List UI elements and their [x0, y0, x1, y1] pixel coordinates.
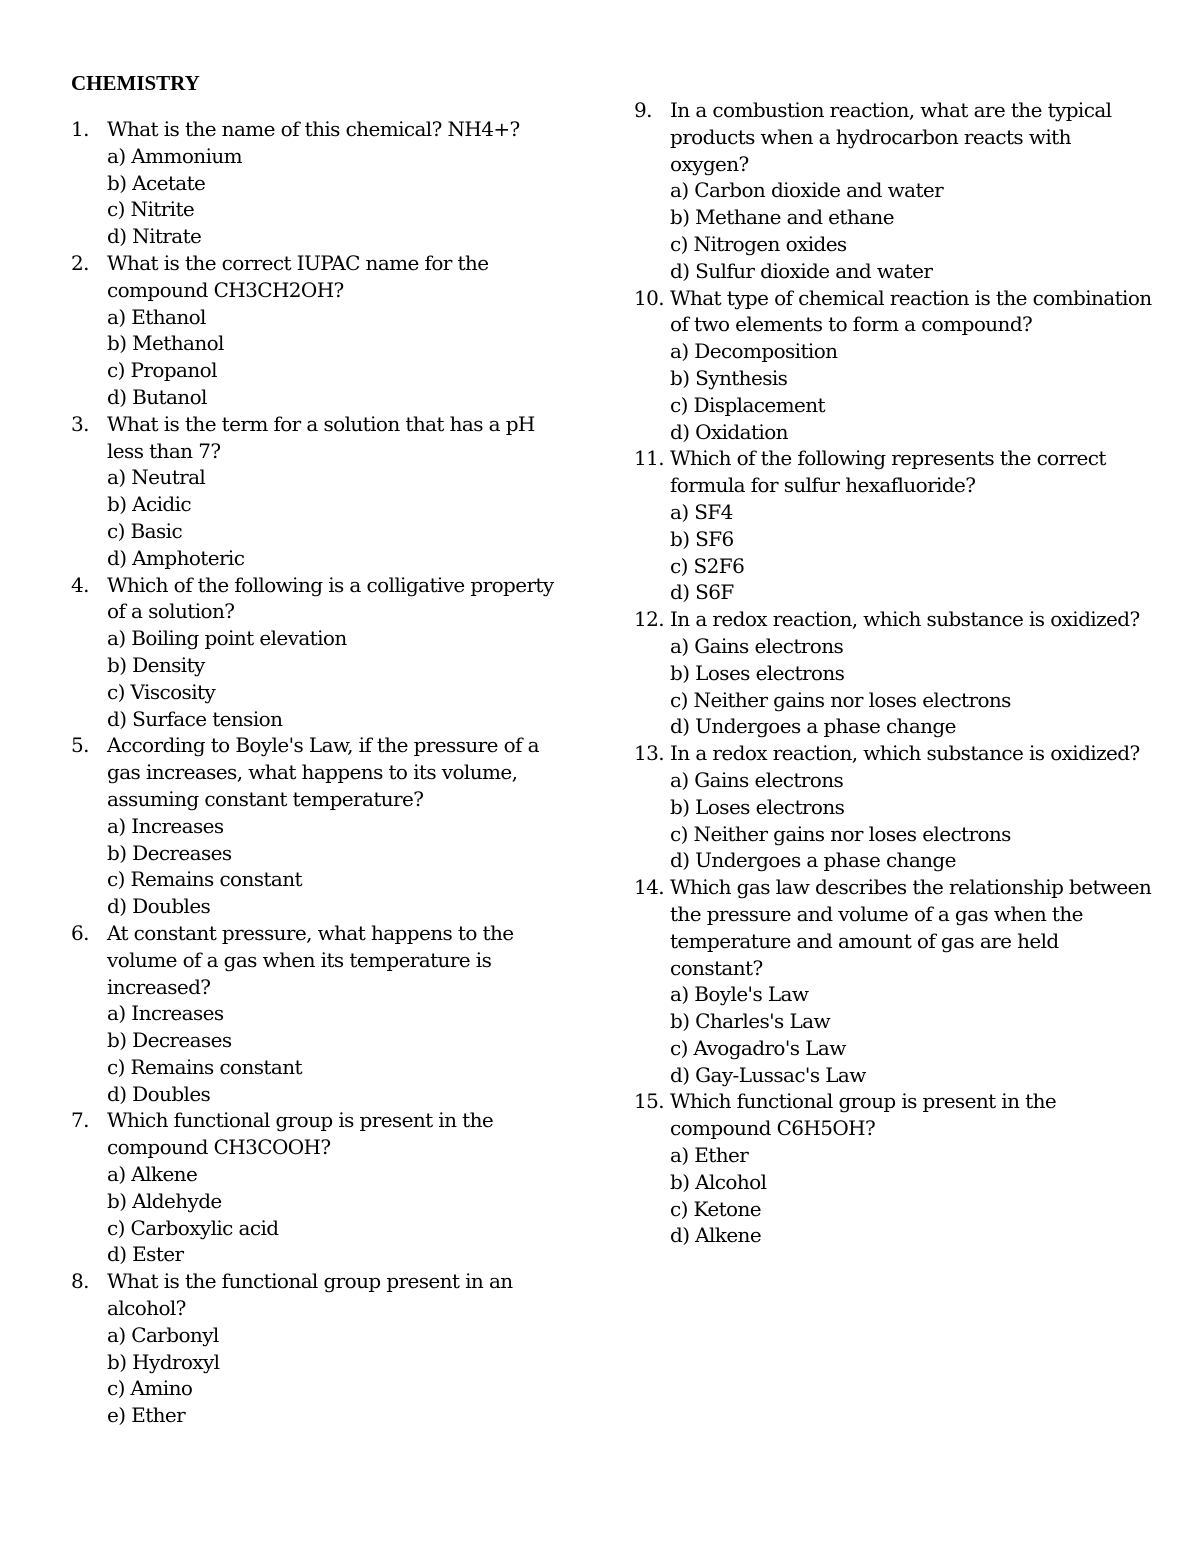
answer-option: c) Basic: [107, 518, 183, 543]
answer-option: d) S6F: [670, 580, 734, 605]
question-item: [634, 740, 1154, 874]
question-item: [71, 1107, 571, 1268]
answer-option: a) Neutral: [107, 465, 206, 490]
question-number: 5.: [71, 733, 89, 758]
answer-option: b) Acidic: [107, 492, 192, 517]
answer-option: c) Propanol: [107, 358, 217, 383]
question-item: [71, 572, 571, 733]
question-item: [634, 97, 1154, 285]
question-item: [71, 920, 571, 1108]
answer-option: b) Synthesis: [670, 365, 788, 390]
answer-option: d) Butanol: [107, 384, 207, 409]
left-question-column: [71, 116, 571, 1429]
question-item: [634, 874, 1154, 1088]
answer-option: c) Avogadro's Law: [670, 1035, 846, 1060]
answer-option: c) Neither gains nor loses electrons: [670, 821, 1011, 846]
answer-option: d) Gay-Lussac's Law: [670, 1062, 866, 1087]
question-number: 12.: [634, 607, 665, 632]
question-text: What is the term for a solution that has a pH less than 7?: [107, 411, 535, 463]
question-number: 8.: [71, 1269, 89, 1294]
answer-option: d) Nitrate: [107, 224, 202, 249]
question-text: What type of chemical reaction is the combination of two elements to form a compound?: [670, 285, 1152, 337]
question-item: [71, 732, 571, 920]
answer-option: b) Methanol: [107, 331, 224, 356]
answer-option: a) Carbonyl: [107, 1322, 219, 1347]
answer-option: c) Carboxylic acid: [107, 1215, 279, 1240]
question-number: 13.: [634, 741, 665, 766]
answer-option: b) Aldehyde: [107, 1188, 222, 1213]
answer-option: b) Methane and ethane: [670, 205, 894, 230]
question-item: [634, 606, 1154, 740]
question-number: 3.: [71, 411, 89, 436]
question-text: At constant pressure, what happens to the volume of a gas when its temperature is increased?: [107, 920, 514, 999]
question-text: In a combustion reaction, what are the typical products when a hydrocarbon reacts with oxygen?: [670, 98, 1112, 176]
answer-option: a) Alkene: [107, 1162, 198, 1187]
answer-option: c) S2F6: [670, 553, 745, 578]
answer-option: e) Ether: [107, 1403, 186, 1428]
question-text: What is the functional group present in an alcohol?: [107, 1269, 513, 1321]
question-item: [634, 445, 1154, 606]
answer-option: d) Doubles: [107, 1081, 211, 1106]
right-question-column: [634, 97, 1154, 1249]
question-item: [71, 250, 571, 411]
answer-option: b) Loses electrons: [670, 660, 845, 685]
answer-option: b) Hydroxyl: [107, 1349, 220, 1374]
answer-option: c) Neither gains nor loses electrons: [670, 687, 1011, 712]
question-item: [634, 285, 1154, 446]
answer-option: a) SF4: [670, 499, 733, 524]
answer-option: b) Loses electrons: [670, 794, 845, 819]
question-text: What is the correct IUPAC name for the compound CH3CH2OH?: [107, 250, 489, 302]
page-title: CHEMISTRY: [71, 71, 200, 95]
question-item: [634, 1088, 1154, 1249]
question-text: Which gas law describes the relationship between the pressure and volume of a gas when the temperature and amount of gas are held constant?: [670, 875, 1152, 980]
question-number: 4.: [71, 572, 89, 597]
answer-option: b) SF6: [670, 526, 734, 551]
answer-option: a) Boyle's Law: [670, 982, 809, 1007]
question-number: 2.: [71, 250, 89, 275]
answer-option: b) Decreases: [107, 840, 232, 865]
answer-option: d) Amphoteric: [107, 545, 245, 570]
question-text: Which functional group is present in the compound C6H5OH?: [670, 1089, 1057, 1141]
answer-option: d) Doubles: [107, 894, 211, 919]
answer-option: c) Ketone: [670, 1196, 761, 1221]
answer-option: a) Carbon dioxide and water: [670, 178, 944, 203]
answer-option: d) Undergoes a phase change: [670, 848, 956, 873]
answer-option: c) Viscosity: [107, 679, 216, 704]
answer-option: c) Displacement: [670, 392, 825, 417]
answer-option: a) Decomposition: [670, 339, 838, 364]
answer-option: d) Alkene: [670, 1223, 762, 1248]
question-number: 6.: [71, 920, 89, 945]
answer-option: b) Alcohol: [670, 1169, 767, 1194]
answer-option: a) Gains electrons: [670, 767, 844, 792]
answer-option: d) Surface tension: [107, 706, 283, 731]
question-text: According to Boyle's Law, if the pressure of a gas increases, what happens to its volume, assuming constant temperature?: [107, 733, 539, 811]
answer-option: a) Boiling point elevation: [107, 626, 347, 651]
question-text: Which of the following is a colligative property of a solution?: [107, 572, 554, 624]
question-number: 1.: [71, 117, 89, 141]
answer-option: a) Increases: [107, 1001, 224, 1026]
question-item: [71, 1268, 571, 1429]
answer-option: c) Remains constant: [107, 867, 302, 892]
question-item: [71, 411, 571, 572]
answer-option: b) Acetate: [107, 170, 206, 195]
answer-option: b) Charles's Law: [670, 1009, 830, 1034]
answer-option: d) Undergoes a phase change: [670, 714, 956, 739]
question-number: 9.: [634, 98, 652, 122]
question-number: 14.: [634, 875, 665, 900]
answer-option: b) Density: [107, 652, 205, 677]
answer-option: c) Amino: [107, 1376, 193, 1401]
question-number: 15.: [634, 1089, 665, 1114]
answer-option: d) Ester: [107, 1242, 184, 1267]
answer-option: c) Remains constant: [107, 1054, 302, 1079]
question-text: In a redox reaction, which substance is oxidized?: [670, 607, 1140, 632]
answer-option: d) Oxidation: [670, 419, 788, 444]
question-item: [71, 116, 571, 250]
question-text: Which functional group is present in the compound CH3COOH?: [107, 1108, 494, 1160]
answer-option: c) Nitrite: [107, 197, 195, 222]
question-text: What is the name of this chemical? NH4+?: [107, 117, 520, 141]
answer-option: a) Increases: [107, 813, 224, 838]
answer-option: a) Ammonium: [107, 143, 243, 168]
answer-option: c) Nitrogen oxides: [670, 231, 847, 256]
question-text: In a redox reaction, which substance is oxidized?: [670, 741, 1140, 766]
question-number: 10.: [634, 285, 665, 310]
question-number: 7.: [71, 1108, 89, 1133]
answer-option: d) Sulfur dioxide and water: [670, 258, 933, 283]
answer-option: a) Gains electrons: [670, 633, 844, 658]
question-text: Which of the following represents the correct formula for sulfur hexafluoride?: [670, 446, 1106, 498]
answer-option: a) Ethanol: [107, 304, 206, 329]
question-number: 11.: [634, 446, 665, 471]
answer-option: a) Ether: [670, 1143, 749, 1168]
answer-option: b) Decreases: [107, 1028, 232, 1053]
